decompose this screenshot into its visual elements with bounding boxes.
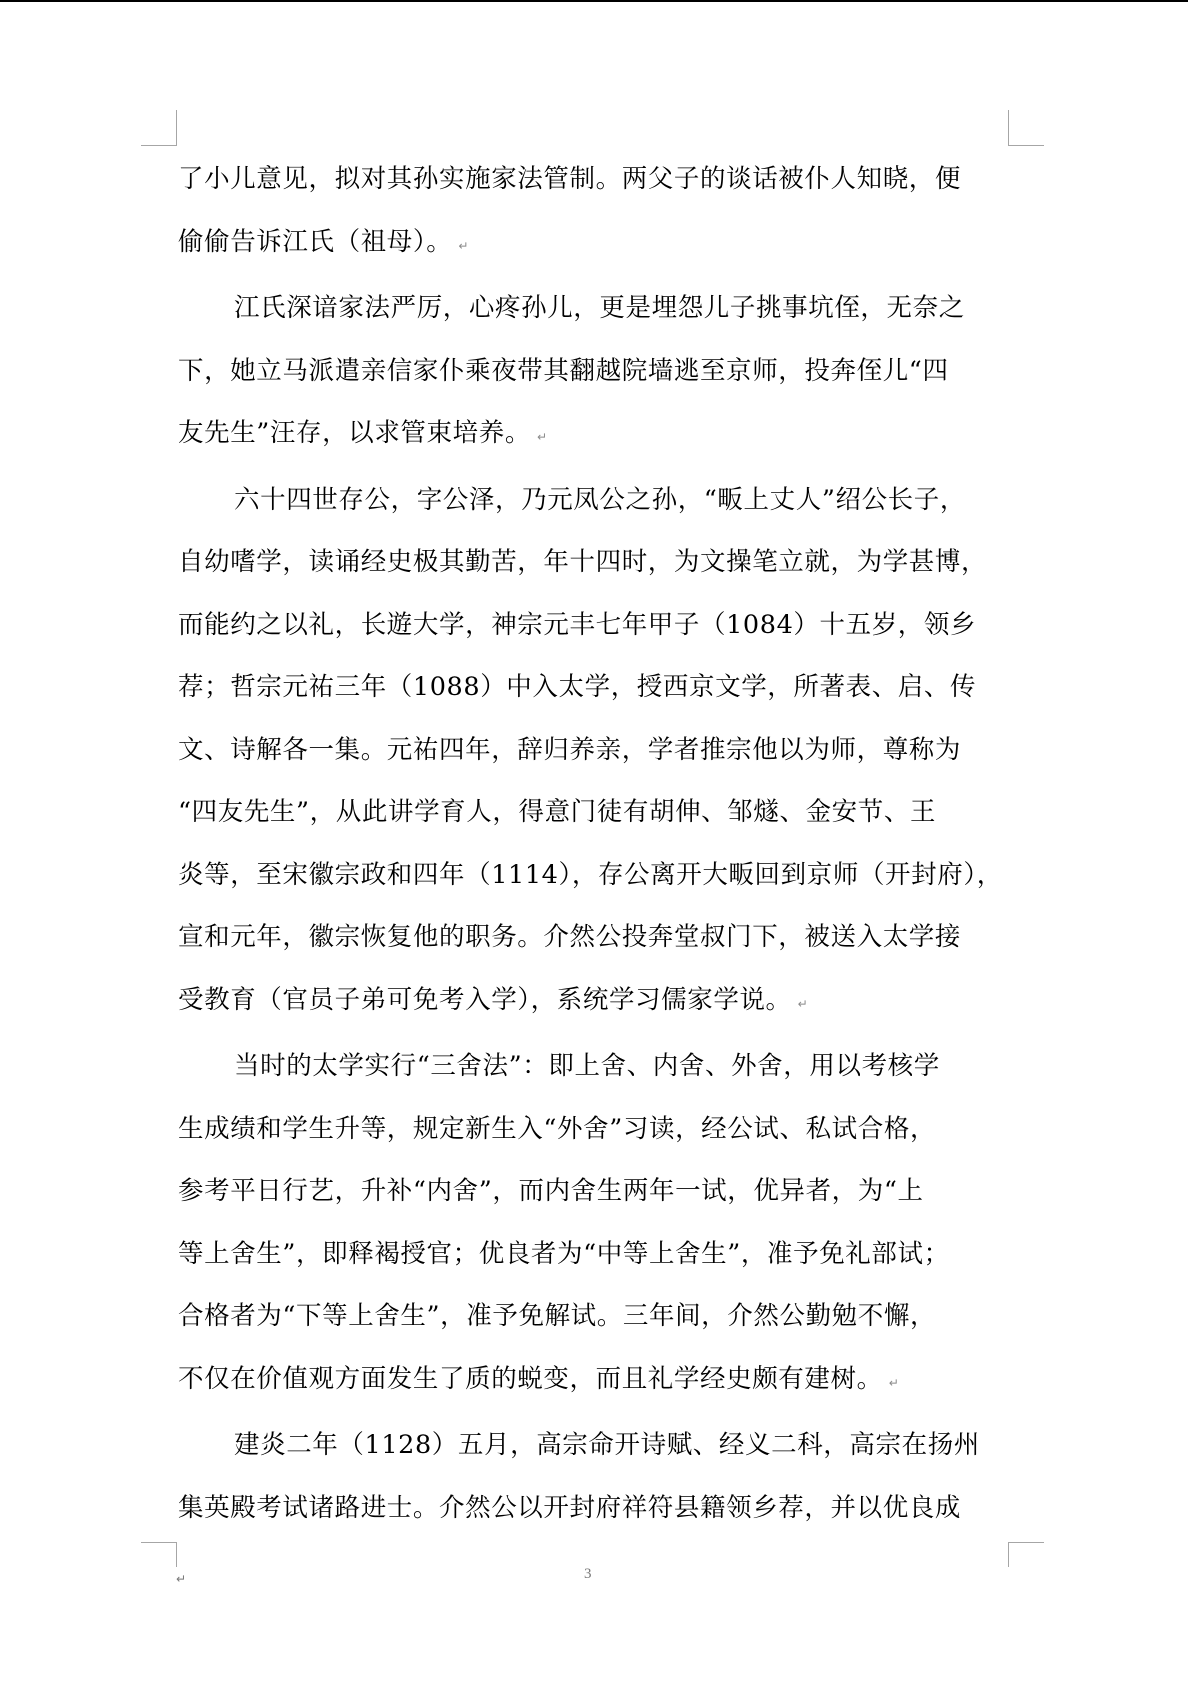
paragraph — [178, 1414, 1008, 1539]
paragraph-mark-icon: ↵ — [458, 238, 469, 253]
text-line: 受教育（官员子弟可免考入学），系统学习儒家学说。 — [178, 984, 792, 1015]
text-line: 江氏深谙家法严厉，心疼孙儿，更是埋怨儿子挑事坑侄，无奈之 — [234, 293, 965, 323]
text-line: 了小儿意见，拟对其孙实施家法管制。两父子的谈话被仆人知晓，便 — [178, 164, 962, 194]
text-line: 等上舍生”，即释褐授官；优良者为“中等上舍生”，准予免礼部试； — [178, 1238, 950, 1269]
document-body[interactable] — [178, 148, 1008, 1539]
text-line: 不仅在价值观方面发生了质的蜕变，而且礼学经史颇有建树。 — [178, 1363, 883, 1394]
text-line: 自幼嗜学，读诵经史极其勤苦，年十四时，为文操笔立就，为学甚博， — [178, 547, 988, 577]
text-line: 宣和元年，徽宗恢复他的职务。介然公投奔堂叔门下，被送入太学接 — [178, 922, 962, 952]
text-line: 荐；哲宗元祐三年（1088）中入太学，授西京文学，所著表、启、传 — [178, 672, 977, 702]
text-line: 而能约之以礼，长遊大学，神宗元丰七年甲子（1084）十五岁，领乡 — [178, 609, 977, 640]
text-line: 炎等，至宋徽宗政和四年（1114），存公离开大畈回到京师（开封府）， — [178, 859, 1003, 890]
text-line: 友先生”汪存，以求管束培养。 — [178, 418, 531, 448]
text-line: “四友先生”，从此讲学育人，得意门徒有胡伸、邹燧、金安节、王 — [178, 797, 937, 827]
text-line: 集英殿考试诸路进士。介然公以开封府祥符县籍领乡荐，并以优良成 — [178, 1492, 962, 1523]
text-line: 六十四世存公，字公泽，乃元凤公之孙，“畈上丈人”绍公长子， — [234, 484, 966, 515]
text-line: 建炎二年（1128）五月，高宗命开诗赋、经义二科，高宗在扬州 — [234, 1430, 980, 1460]
paragraph-mark-icon: ↵ — [176, 1572, 187, 1586]
crop-mark-top-right — [1008, 110, 1044, 146]
paragraph — [178, 469, 1008, 1036]
page-number: 3 — [584, 1566, 592, 1582]
paragraph — [178, 1035, 1008, 1414]
text-line: 生成绩和学生升等，规定新生入“外舍”习读，经公试、私试合格， — [178, 1113, 937, 1144]
crop-mark-bottom-right — [1008, 1542, 1044, 1567]
text-line: 当时的太学实行“三舍法”：即上舍、内舍、外舍，用以考核学 — [234, 1051, 940, 1081]
paragraph — [178, 277, 1008, 469]
text-line: 参考平日行艺，升补“内舍”，而内舍生两年一试，优异者，为“上 — [178, 1176, 924, 1206]
text-line: 下，她立马派遣亲信家仆乘夜带其翻越院墙逃至京师，投奔侄儿“四 — [178, 355, 949, 386]
text-line: 文、诗解各一集。元祐四年，辞归养亲，学者推宗他以为师，尊称为 — [178, 734, 962, 765]
text-line: 合格者为“下等上舍生”，准予免解试。三年间，介然公勤勉不懈， — [178, 1301, 937, 1331]
crop-mark-bottom-left — [141, 1542, 177, 1567]
paragraph-mark-icon: ↵ — [797, 996, 808, 1011]
crop-mark-top-left — [141, 110, 177, 146]
paragraph — [178, 148, 1008, 277]
text-line: 偷偷告诉江氏（祖母）。 — [178, 226, 453, 257]
paragraph-mark-icon: ↵ — [888, 1375, 899, 1390]
page-top-edge — [0, 0, 1188, 2]
paragraph-mark-icon: ↵ — [536, 430, 547, 444]
